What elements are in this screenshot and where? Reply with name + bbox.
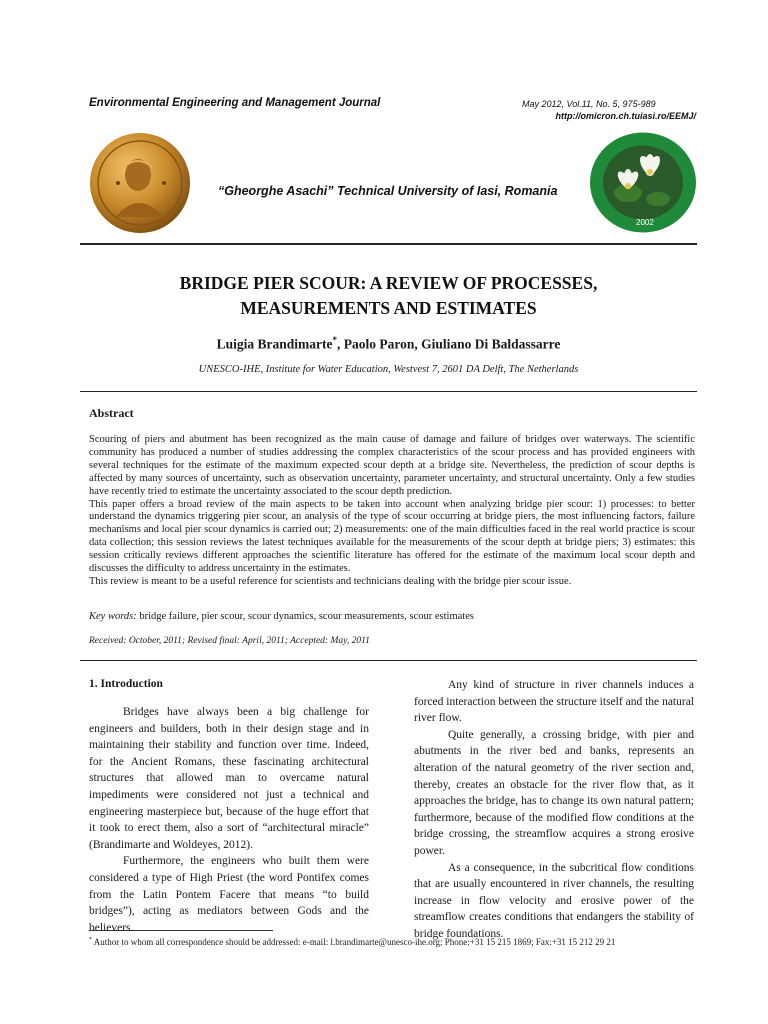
university-seal-logo (88, 131, 192, 235)
paper-title-line-2: MEASUREMENTS AND ESTIMATES (240, 298, 537, 318)
journal-logo (588, 131, 698, 234)
footnote-mark: * (89, 937, 92, 943)
left-column (89, 704, 369, 936)
affiliation: UNESCO-IHE, Institute for Water Education, Westvest 7, 2601 DA Delft, The Netherlands (198, 364, 579, 375)
abstract-bottom-rule (80, 660, 697, 661)
body-paragraph: As a consequence, in the subcritical flow conditions that are usually encountered in river channels, the resulting increase in flow velocity and erosive power of the streamflow creates conditions that endangers the stability of bridge foundations. (414, 861, 694, 940)
keywords (89, 611, 474, 622)
abstract-body (89, 434, 695, 589)
keywords-text: bridge failure, pier scour, scour dynamics, scour measurements, scour estimates (136, 611, 474, 622)
first-author: Luigia Brandimarte (216, 336, 333, 352)
footnote-rule (89, 930, 273, 931)
received-dates: Received: October, 2011; Revised final: April, 2011; Accepted: May, 2011 (89, 636, 370, 646)
journal-url[interactable]: http://omicron.ch.tuiasi.ro/EEMJ/ (555, 111, 696, 121)
corresponding-mark: * (332, 335, 337, 345)
paper-title-line-1: BRIDGE PIER SCOUR: A REVIEW OF PROCESSES, (179, 273, 598, 293)
abstract-heading: Abstract (89, 406, 134, 420)
footnote (89, 937, 615, 947)
section-heading: 1. Introduction (89, 678, 163, 690)
logo-year-text: 2002 (636, 218, 654, 227)
abstract-paragraph: Scouring of piers and abutment has been recognized as the main cause of damage and failure of bridges over waterways. The scientific community has produced a number of studies addressing the complex characteristics of the scour process and has provided engineers with several techniques for the estimate of the maximum expected scour depth at a bridge site. Nevertheless, the prediction of scour depths is affected by many sources of uncertainty, such as observation uncertainty, parameter uncertainty, and structural uncertainty. Only a few studies have recently tried to estimate the uncertainty associated to the scour depth prediction. (89, 434, 695, 497)
body-paragraph: Quite generally, a crossing bridge, with pier and abutments in the river bed and banks, represents an alteration of the natural geometry of the river section and, thereby, creates an obstacle for the river flow that, as it approaches the bridge, has to change its own natural pattern; furthermore, because of the modified flow conditions at the bridge crossing, the streamflow acquires a strong erosive power. (414, 728, 694, 857)
abstract-paragraph: This paper offers a broad review of the main aspects to be taken into account when analyzing bridge pier scour: 1) processes: to better understand the dynamics triggering pier scour, an analysis of the type of scour occurring at bridge piers, the most influencing factors, failure mechanisms and local pier scour dynamics is carried out; 2) measurements: one of the main difficulties faced in the real world practice is scour data collection; this session reviews the latest techniques available for the measurements of the scour depth at bridge piers; 3) estimates: this session critically reviews different approaches the scientific literature has offered for the estimate of the maximum local scour depth and discusses the difficulty to address uncertainty in the estimates. (89, 498, 695, 575)
paper-title (80, 271, 697, 321)
issue-info: May 2012, Vol.11, No. 5, 975-989 (522, 99, 656, 109)
other-authors: , Paolo Paron, Giuliano Di Baldassarre (336, 336, 561, 352)
university-name: “Gheorghe Asachi” Technical University of Iasi, Romania (218, 184, 558, 198)
journal-name: Environmental Engineering and Management Journal (89, 97, 381, 109)
abstract-top-rule (80, 391, 697, 392)
body-paragraph: Bridges have always been a big challenge for engineers and builders, both in their design stage and in maintaining their stability and function over time. Indeed, for the Ancient Romans, these fascinating architectural structures that allowed man to overcame natural impediments were considered not just a technical and engineering masterpiece but, because of the huge effort that it took to erect them, also a sort of “architectural miracle” (Brandimarte and Woldeyes, 2012). (89, 706, 369, 851)
abstract-paragraph: This review is meant to be a useful reference for scientists and technicians dealing with the bridge pier scour issue. (89, 575, 572, 587)
header-rule (80, 243, 697, 245)
body-paragraph: Furthermore, the engineers who built them were considered a type of High Priest (the word Pontifex comes from the Latin Pontem Facere that means “to build bridges”), acting as mediators between Gods and the believers. (89, 855, 369, 934)
authors (80, 335, 697, 353)
right-column (414, 677, 694, 943)
footnote-text: Author to whom all correspondence should be addressed: e-mail: l.brandimarte@unesco-ihe.org; Phone:+31 15 215 1869; Fax:+31 15 212 29 21 (92, 937, 616, 947)
body-paragraph: Any kind of structure in river channels induces a forced interaction between the structure itself and the natural river flow. (414, 679, 694, 725)
keywords-label: Key words: (89, 611, 137, 622)
